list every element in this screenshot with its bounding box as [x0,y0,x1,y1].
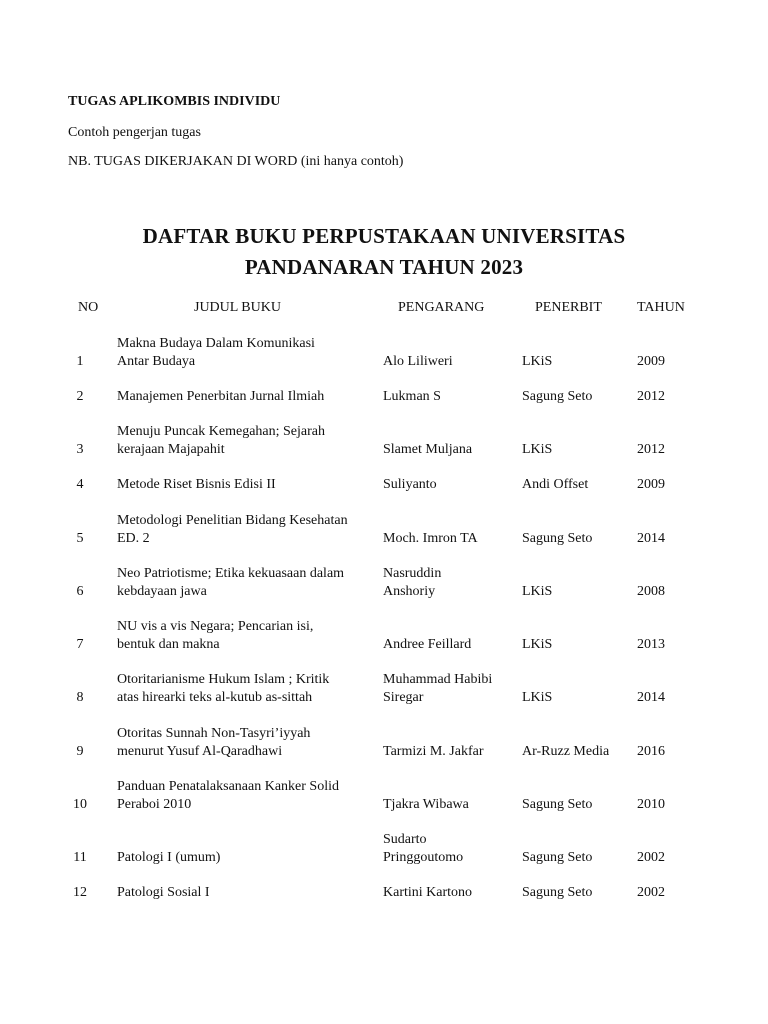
cell-pengarang: Andree Feillard [383,637,472,652]
cell-judul-buku: Panduan Penatalaksanaan Kanker Solid [117,779,339,794]
cell-pengarang: Tjakra Wibawa [383,797,469,812]
cell-tahun: 2009 [637,354,665,369]
cell-judul-buku: Peraboi 2010 [117,797,192,812]
cell-judul-buku: Makna Budaya Dalam Komunikasi [117,336,315,351]
cell-no: 4 [76,477,84,492]
cell-judul-buku: bentuk dan makna [117,637,220,652]
cell-judul-buku: Metodologi Penelitian Bidang Kesehatan [117,513,348,528]
cell-tahun: 2014 [637,531,665,546]
cell-tahun: 2012 [637,389,665,404]
cell-tahun: 2009 [637,477,665,492]
cell-pengarang: Moch. Imron TA [383,531,478,546]
cell-judul-buku: Antar Budaya [117,354,196,369]
cell-penerbit: LKiS [522,637,553,652]
main-title-line-1: DAFTAR BUKU PERPUSTAKAAN UNIVERSITAS [142,224,626,248]
column-header-no: NO [78,300,99,315]
cell-no: 6 [76,584,84,599]
cell-tahun: 2010 [637,797,665,812]
task-note: NB. TUGAS DIKERJAKAN DI WORD (ini hanya contoh) [68,154,404,169]
cell-judul-buku: Menuju Puncak Kemegahan; Sejarah [117,424,325,439]
cell-penerbit: Andi Offset [522,477,589,492]
cell-pengarang: Pringgoutomo [383,850,464,865]
cell-no: 5 [76,531,84,546]
column-header-judul: JUDUL BUKU [194,300,281,315]
cell-pengarang: Anshoriy [383,584,436,599]
cell-tahun: 2016 [637,744,665,759]
cell-no: 8 [76,690,84,705]
cell-pengarang: Muhammad Habibi [383,672,493,687]
task-subtitle: Contoh pengerjan tugas [68,125,201,140]
cell-judul-buku: atas hirearki teks al-kutub as-sittah [117,690,313,705]
cell-judul-buku: Otoritarianisme Hukum Islam ; Kritik [117,672,330,687]
cell-penerbit: LKiS [522,442,553,457]
cell-pengarang: Sudarto [383,832,427,847]
cell-pengarang: Tarmizi M. Jakfar [383,744,484,759]
column-header-tahun: TAHUN [637,300,685,315]
cell-no: 10 [73,797,87,812]
cell-penerbit: Sagung Seto [522,797,593,812]
cell-pengarang: Siregar [383,690,424,705]
cell-no: 2 [76,389,84,404]
cell-no: 9 [76,744,84,759]
cell-penerbit: LKiS [522,584,553,599]
cell-judul-buku: ED. 2 [117,531,150,546]
cell-pengarang: Slamet Muljana [383,442,473,457]
cell-no: 11 [73,850,87,865]
cell-judul-buku: Otoritas Sunnah Non-Tasyri’iyyah [117,726,311,741]
cell-pengarang: Nasruddin [383,566,442,581]
cell-penerbit: Sagung Seto [522,850,593,865]
cell-tahun: 2008 [637,584,665,599]
cell-no: 7 [76,637,84,652]
cell-pengarang: Lukman S [383,389,441,404]
cell-pengarang: Alo Liliweri [383,354,453,369]
cell-judul-buku: Patologi I (umum) [117,850,221,865]
cell-tahun: 2013 [637,637,665,652]
cell-penerbit: Sagung Seto [522,389,593,404]
cell-pengarang: Kartini Kartono [383,885,473,900]
cell-pengarang: Suliyanto [383,477,437,492]
task-title: TUGAS APLIKOMBIS INDIVIDU [68,94,281,109]
cell-penerbit: Sagung Seto [522,885,593,900]
cell-penerbit: Sagung Seto [522,531,593,546]
cell-judul-buku: Metode Riset Bisnis Edisi II [117,477,276,492]
cell-no: 3 [76,442,84,457]
cell-judul-buku: Manajemen Penerbitan Jurnal Ilmiah [117,389,325,404]
cell-tahun: 2002 [637,885,665,900]
cell-no: 1 [76,354,84,369]
cell-judul-buku: NU vis a vis Negara; Pencarian isi, [117,619,314,634]
cell-no: 12 [73,885,87,900]
cell-penerbit: Ar-Ruzz Media [522,744,610,759]
main-title-line-2: PANDANARAN TAHUN 2023 [244,255,524,279]
cell-judul-buku: Patologi Sosial I [117,885,210,900]
cell-judul-buku: Neo Patriotisme; Etika kekuasaan dalam [117,566,345,581]
cell-judul-buku: kerajaan Majapahit [117,442,225,457]
cell-tahun: 2014 [637,690,665,705]
cell-tahun: 2002 [637,850,665,865]
cell-judul-buku: menurut Yusuf Al-Qaradhawi [117,744,283,759]
cell-judul-buku: kebdayaan jawa [117,584,207,599]
cell-tahun: 2012 [637,442,665,457]
column-header-pengarang: PENGARANG [398,300,485,315]
cell-penerbit: LKiS [522,354,553,369]
cell-penerbit: LKiS [522,690,553,705]
column-header-penerbit: PENERBIT [535,300,602,315]
